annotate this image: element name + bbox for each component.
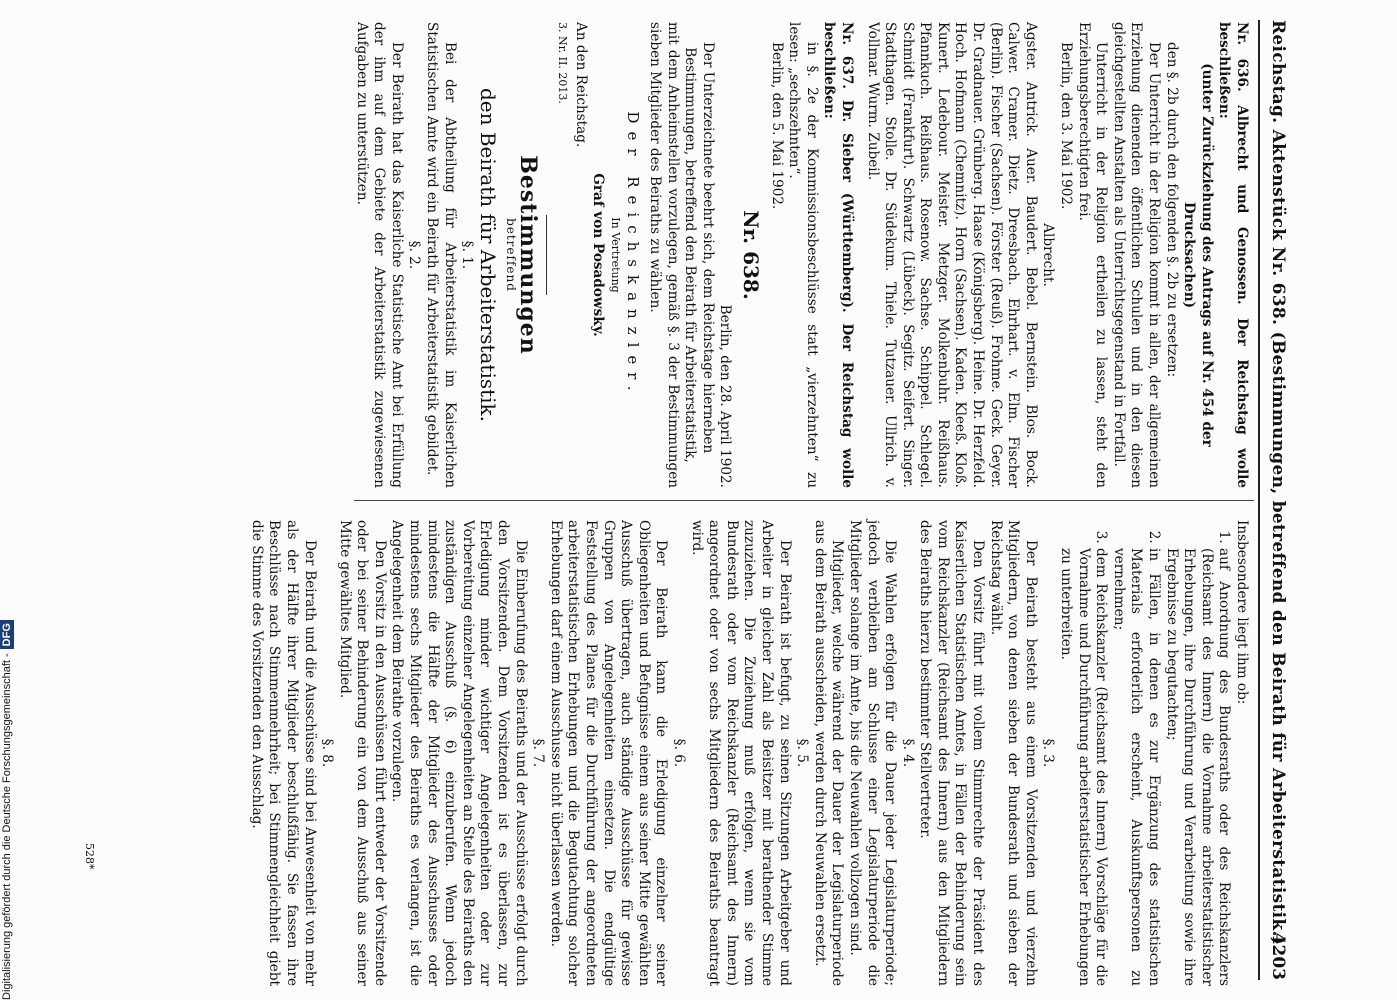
credit-text: Digitalisierung gefördert durch die Deutsche Forschungsgemeinschaft - — [1, 653, 13, 1000]
running-title: Reichstag. Aktenstück Nr. 638. (Bestimmungen, betreffend den Beirath für Arbeiterstatistik.) — [1268, 20, 1288, 946]
nr636-signatories: Agster. Antrick. Auer. Baudert. Bebel. Bernstein. Blos. Bock. Calwer. Cramer. Dietz. Dreesbach. Ehrhart. v. Elm. Fischer (Berlin). Fischer (Sachsen). Förster (Reuß). Frohme. Geck. Geyer. Dr. Gradnauer. Grünberg. Haase (Königsberg). Heine. Dr. Herzfeld. Hoch. Hofmann (Chemnitz). Horn (Sachsen). Kaden. Kleeß. Kloß. Kunert. Ledebour. Meister. Metzger. Molkenbuhr. Reißhaus. Pfannkuch. Reißhaus. Rosenow. Sachse. Schippel. Schlegel. Schmidt (Frankfurt). Schwartz (Lübeck). Segitz. Seifert. Singer. Stadthagen. Stolle. Dr. Südekum. Thiele. Tutzauer. Ullrich. v. Vollmar. Wurm. Zubeil. — [864, 22, 1039, 488]
graf-signature: Graf von Posadowsky. — [590, 173, 607, 337]
section-1-heading: §. 1. — [459, 240, 476, 270]
nr638-paragraph: Bestimmungen, betreffend den Beirath für Arbeiterstatistik, — [682, 47, 699, 463]
beirath-title: den Beirath für Arbeiterstatistik. — [476, 87, 501, 423]
section-5-text: Der Beirath ist befugt, zu seinen Sitzungen Arbeitgeber und Arbeiter in gleicher Zahl als Beisitzer mit berathender Stimme zuzuziehen. Die Zuziehung muß erfolgen, wenn sie vom Bundesrath oder vom Reichskanzler (Reichsamt des Innern) angeordnet oder von sechs Mitgliedern des Beiraths beantragt wird. — [688, 520, 793, 986]
nr637-paragraph: in §. 2e der Kommissionsbeschlüsse statt „vierzehnten“ zu lesen: „sechszehnten“. — [786, 22, 820, 488]
addressee: An den Reichstag. — [572, 22, 589, 148]
separator — [546, 215, 547, 295]
reference-number: 3. Nr. II. 2013. — [556, 22, 570, 104]
duty-item: 1. auf Anordnung des Bundesraths oder des Reichskanzlers (Reichsamt des Innern) die Vornahme arbeiterstatistischer Erhebungen, ihre Durchführung und Verarbeitung sowie ihre Ergebnisse zu begutachten; — [1162, 548, 1232, 986]
section-5-heading: §. 5. — [794, 738, 811, 768]
nr636-signer: Albrecht. — [1040, 223, 1057, 287]
section-3-text: Den Vorsitz führt mit vollem Stimmrechte der Präsident des Kaiserlichen Statistischen Amtes, in Fällen der Behinderung sein vom Reichskanzler (Reichsamt des Innern) aus den Mitgliedern des Beiraths hierzu bestimmter Stellvertreter. — [917, 520, 987, 986]
nr638-paragraph: mit dem Anheimstellen vorzulegen, gemäß §. 3 der Bestimmungen sieben Mitglieder des Beiraths zu wählen. — [647, 22, 681, 488]
section-2-text: Der Beirath hat das Kaiserliche Statistische Amt bei Erfüllung der ihm auf dem Gebiete der Arbeiterstatistik zugewiesenen Aufgaben zu unterstützen. — [353, 22, 405, 488]
nr638-title: Nr. 638. — [738, 210, 763, 300]
page-number: 4203 — [1268, 932, 1288, 980]
footer-page-label: 528* — [83, 843, 96, 870]
section-1-text: Bei der Abtheilung für Arbeiterstatistik im Kaiserlichen Statistischen Amte wird ein Beirath für Arbeiterstatistik gebildet. — [424, 22, 458, 488]
footer-page-number — [80, 843, 96, 879]
section-3-heading: §. 3. — [1040, 738, 1057, 768]
header-rule — [1258, 20, 1260, 980]
section-2-heading: §. 2. — [406, 240, 423, 270]
duty-item: 3. dem Reichskanzler (Reichsamt des Innern) Vorschläge für die Vornahme und Durchführung arbeiterstatistischer Erhebungen zu unterbreiten. — [1056, 548, 1109, 986]
nr638-date: Berlin, den 28. April 1902. — [717, 304, 734, 488]
section-8-heading: §. 8. — [319, 738, 336, 768]
section-7-heading: §. 7. — [530, 738, 547, 768]
reichskanzler-signature: Der Reichskanzler. — [624, 111, 643, 399]
section-6-text: Der Beirath kann die Erledigung einzelner seiner Obliegenheiten und Befugnisse einem aus seiner Mitte gewählten Ausschuß übertragen, auch ständige Ausschüsse für gewisse Gruppen von Angelegenheiten einsetzen. Die endgültige Feststellung des Planes für die Durchführung der angeordneten arbeiterstatistischen Erhebungen und die Begutachtung solcher Erhebungen darf einem Ausschusse nicht überlassen werden. — [547, 520, 670, 986]
nr636-paragraph: den §. 2b durch den folgenden §. 2b zu ersetzen: — [1163, 42, 1180, 378]
nr636-paragraph: Der Unterricht in der Religion kommt in allen, der allgemeinen Erziehung dienenden öffentlichen Schulen und in den diesen gleichgestellten Anstalten als Unterrichtsgegenstand in Fortfall. — [1110, 22, 1163, 488]
credit-line — [0, 610, 14, 1000]
betreffend-label: betreffend — [503, 218, 518, 292]
section-4-text: Mitglieder, welche während der Dauer der Legislaturperiode aus dem Beirath ausscheiden, werden durch Neuwahlen ersetzt. — [811, 520, 846, 986]
section-6-heading: §. 6. — [671, 738, 687, 768]
section-7-text: Den Vorsitz in den Ausschüssen führt entweder der Vorsitzende oder bei seiner Behinderung ein von dem Ausschuß aus seiner Mitte gewähltes Mitglied. — [336, 520, 388, 986]
nr636-paragraph: Unterricht in der Religion ertheilen zu lassen, steht den Erziehungsberechtigten frei. — [1075, 22, 1110, 488]
duties-list — [1056, 520, 1232, 986]
rotated-document-sheet — [10, 0, 1300, 1000]
vertretung-label: In Vertretung — [608, 217, 622, 293]
nr636-heading: Nr. 636. Albrecht und Genossen. Der Reichstag wolle beschließen: — [1216, 22, 1250, 488]
section-4-heading: §. 4. — [899, 738, 916, 768]
digitization-credit — [0, 610, 14, 1000]
nr637-heading: Nr. 637. Dr. Sieber (Württemberg). Der Reichstag wolle beschließen: — [821, 22, 855, 488]
column-divider — [354, 500, 1254, 501]
section-3-text: Der Beirath besteht aus einem Vorsitzenden und vierzehn Mitgliedern, von denen sieben der Bundesrath und sieben der Reichstag wählt. — [987, 520, 1039, 986]
dfg-logo: DFG — [0, 620, 14, 649]
duty-item: 2. in Fällen, in denen es zur Ergänzung des statistischen Materials erforderlich erscheint, Auskunftspersonen zu vernehmen; — [1109, 548, 1162, 986]
nr636-subheading: (unter Zurückziehung des Antrags auf Nr. 454 der Drucksachen) — [1181, 63, 1215, 447]
duties-intro: Insbesondere liegt ihm ob: — [1234, 520, 1250, 705]
bestimmungen-title: Bestimmungen — [515, 155, 542, 355]
left-column — [352, 22, 1250, 488]
nr637-date: Berlin, den 5. Mai 1902. — [768, 42, 785, 210]
section-8-text: Der Beirath und die Ausschüsse sind bei Anwesenheit von mehr als der Hälfte ihrer Mitglieder beschlußfähig. Sie fassen ihre Beschlüsse nach Stimmenmehrheit; bei Stimmengleichheit giebt die Stimme des Vorsitzenden den Ausschlag. — [248, 520, 318, 986]
section-7-text: Die Einberufung des Beiraths und der Ausschüsse erfolgt durch den Vorsitzenden. Dem Vorsitzenden ist es überlassen, zur Erledigung minder wichtiger Angelegenheiten oder zur Vorbereitung einzelner Angelegenheiten an Stelle des Beiraths den zuständigen Ausschuß (§. 6) einzuberufen. Wenn jedoch mindestens die Hälfte der Mitglieder des Ausschusses oder mindestens sechs Mitglieder des Beiraths es verlangen, ist die Angelegenheit dem Beirathe vorzulegen. — [389, 520, 529, 986]
nr636-date: Berlin, den 3. Mai 1902. — [1058, 42, 1075, 210]
running-header — [1258, 20, 1288, 980]
section-4-text: Die Wahlen erfolgen für die Dauer jeder Legislaturperiode; jedoch verbleiben am Schlusse einer Legislaturperiode die Mitglieder solange im Amte, bis die Neuwahlen vollzogen sind. — [846, 520, 899, 986]
nr638-paragraph: Der Unterzeichnete beehrt sich, dem Reichstage hierneben — [699, 42, 716, 454]
right-column — [247, 520, 1250, 986]
